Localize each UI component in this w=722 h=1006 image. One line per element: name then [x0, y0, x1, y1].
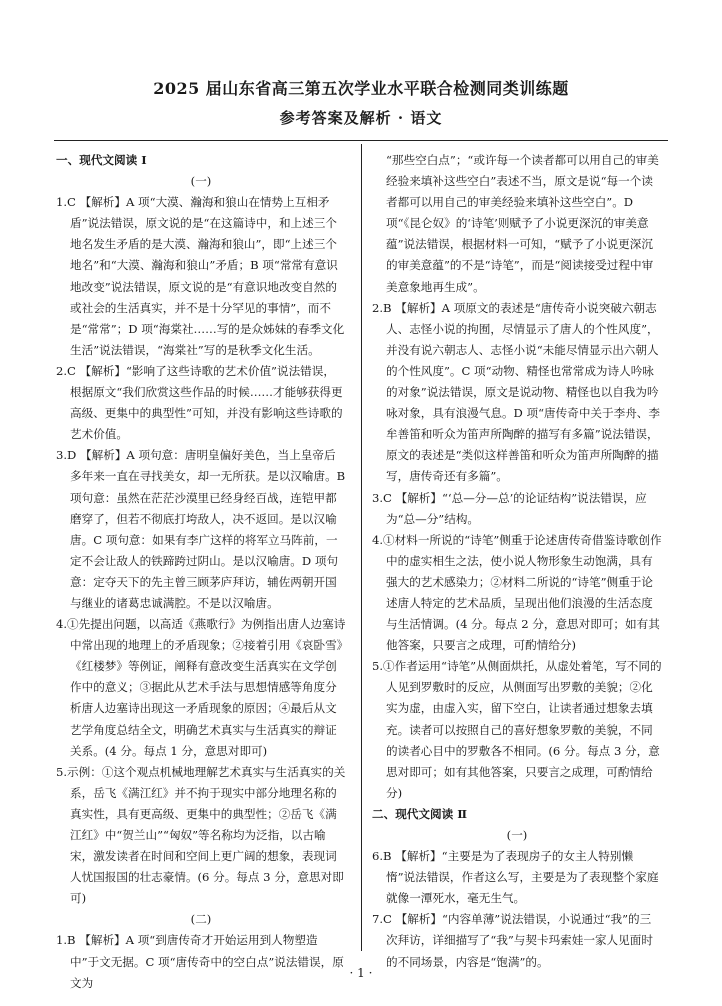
section-heading: 二、现代文阅读 Ⅱ: [372, 806, 467, 821]
answer-paragraph: 5.示例：①这个观点机械地理解艺术真实与生活真实的关系，岳飞《满江红》并不拘于现实中部分地理名称的真实性，具有更高级、更集中的典型性；②岳飞《满江红》中“贺兰山”“匈奴”等名称均为泛指，以古喻宋，激发读者在时间和空间上更广阔的想象，表现词人忧国报国的壮志豪情。(6 分。每点 3 分，意思对即可): [56, 764, 346, 906]
page-number: · 1 ·: [349, 966, 373, 980]
left-column: [56, 150, 346, 994]
right-column: [372, 150, 662, 973]
answer-paragraph: 2.B 【解析】A 项原文的表述是“唐传奇小说突破六朝志人、志怪小说的拘囿，尽情显示了唐人的个性风度”，并没有说六朝志人、志怪小说“未能尽情显示出六朝人的个性风度”。C 项“动物、精怪也常常成为诗人吟咏的对象”说法错误，原文是说动物、精怪也以自我为吟咏对象，具有浪漫气息。D 项“唐传奇中关于李舟、李牟善笛和听众为笛声所陶醉的描写有多篇”说法错误，原文的表述是“类似这样善笛和听众为笛声所陶醉的描写，唐传奇还有多篇”。: [372, 300, 660, 484]
document-title: 2025 届山东省高三第五次学业水平联合检测同类训练题: [153, 79, 569, 98]
subsection-heading: (一): [506, 828, 528, 842]
answer-paragraph: 4.①先提出问题，以高适《燕歌行》为例指出唐人边塞诗中常出现的地理上的矛盾现象；②接着引用《哀卧雪》《红楼梦》等例证，阐释有意改变生活真实在文学创作中的意义；③据此从艺术手法与思想情感等角度分析唐人边塞诗出现这一矛盾现象的原因；④最后从文艺学角度总结全文，明确艺术真实与生活真实的辩证关系。(4 分。每点 1 分，意思对即可): [56, 617, 346, 758]
answer-paragraph: 7.C 【解析】“内容单薄”说法错误，小说通过“我”的三次拜访，详细描写了“我”与契卡玛索娃一家人见面时的不同场景，内容是“饱满”的。: [372, 912, 653, 969]
document-subtitle: 参考答案及解析 · 语文: [279, 109, 443, 127]
header-rule: [54, 140, 668, 141]
subsection-heading: (二): [190, 912, 212, 927]
answer-paragraph: 2.C 【解析】“影响了这些诗歌的艺术价值”说法错误，根据原文“我们欣赏这些作品的时候……才能够获得更高级、更集中的典型性”可知，并没有影响这些诗歌的艺术价值。: [56, 363, 343, 442]
answer-paragraph: 6.B 【解析】“主要是为了表现房子的女主人特别懒惰”说法错误，作者这么写，主要是为了表现整个家庭就像一潭死水，毫无生气。: [372, 849, 659, 906]
answer-paragraph: 1.C 【解析】A 项“大漠、瀚海和狼山在情势上互相矛盾”说法错误，原文说的是“在这篇诗中，和上述三个地名发生矛盾的是大漠、瀚海和狼山”，即“上述三个地名”和“大漠、瀚海和狼山”矛盾；B 项“常常有意识地改变”说法错误，原文说的是“有意识地改变自然的或社会的生活真实，并不是十分罕见的事情”，而不是“常常”；D 项“海棠社……写的是众姊妹的春季文化生活”说法错误，“海棠社”写的是秋季文化生活。: [56, 195, 345, 357]
answer-paragraph: 5.①作者运用“诗笔”从侧面烘托，从虚处着笔，写不同的人见到罗敷时的反应，从侧面写出罗敷的美貌；②化实为虚，由虚入实，留下空白，让读者通过想象去填充。读者可以按照自己的喜好想象罗敷的美貌，不同的读者心目中的罗敷各不相同。(6 分。每点 3 分，意思对即可；如有其他答案，只要言之成理，可酌情给分): [372, 659, 662, 800]
answer-paragraph: 1.B 【解析】A 项“到唐传奇才开始运用到人物塑造中”于文无据。C 项“唐传奇中的空白点”说法错误，原文为: [56, 933, 344, 990]
section-heading: 一、现代文阅读 Ⅰ: [56, 153, 147, 167]
answer-paragraph: “那些空白点”；“或许每一个读者都可以用自己的审美经验来填补这些空白”表述不当，原文是说“每一个读者都可以用自己的审美经验来填补这些空白”。D 项“《昆仑奴》的‘诗笔’则赋予了小说更深沉的审美意蕴”说法错误，根据材料一可知，“赋予了小说更深沉的审美意蕴”的不是“诗笔”，而是“阅读接受过程中审美意象地再生成”。: [386, 153, 659, 294]
answer-paragraph: 3.C 【解析】“‘总—分—总’的论证结构”说法错误，应为“总—分”结构。: [372, 490, 647, 526]
subsection-heading: (一): [190, 174, 212, 189]
column-divider: [361, 144, 362, 951]
answer-paragraph: 4.①材料一所说的“诗笔”侧重于论述唐传奇借鉴诗歌创作中的虚实相生之法，使小说人物形象生动饱满，具有强大的艺术感染力；②材料二所说的“诗笔”侧重于论述唐人特定的艺术品质，呈现出他们浪漫的生活态度与生活情调。(4 分。每点 2 分，意思对即可；如有其他答案，只要言之成理，可酌情给分): [372, 532, 662, 653]
answer-paragraph: 3.D 【解析】A 项句意：唐明皇偏好美色，当上皇帝后多年来一直在寻找美女，却一无所获。是以汉喻唐。B 项句意：虽然在茫茫沙漠里已经身经百战，连铠甲都磨穿了，但若不彻底打垮敌人，决不返回。是以汉喻唐。C 项句意：如果有李广这样的将军立马阵前，一定不会让敌人的铁蹄跨过阴山。是以汉喻唐。D 项句意：定夺天下的先主曾三顾茅庐拜访，辅佐两朝开国与继业的诸葛忠诚满腔。不是以汉喻唐。: [56, 448, 346, 610]
